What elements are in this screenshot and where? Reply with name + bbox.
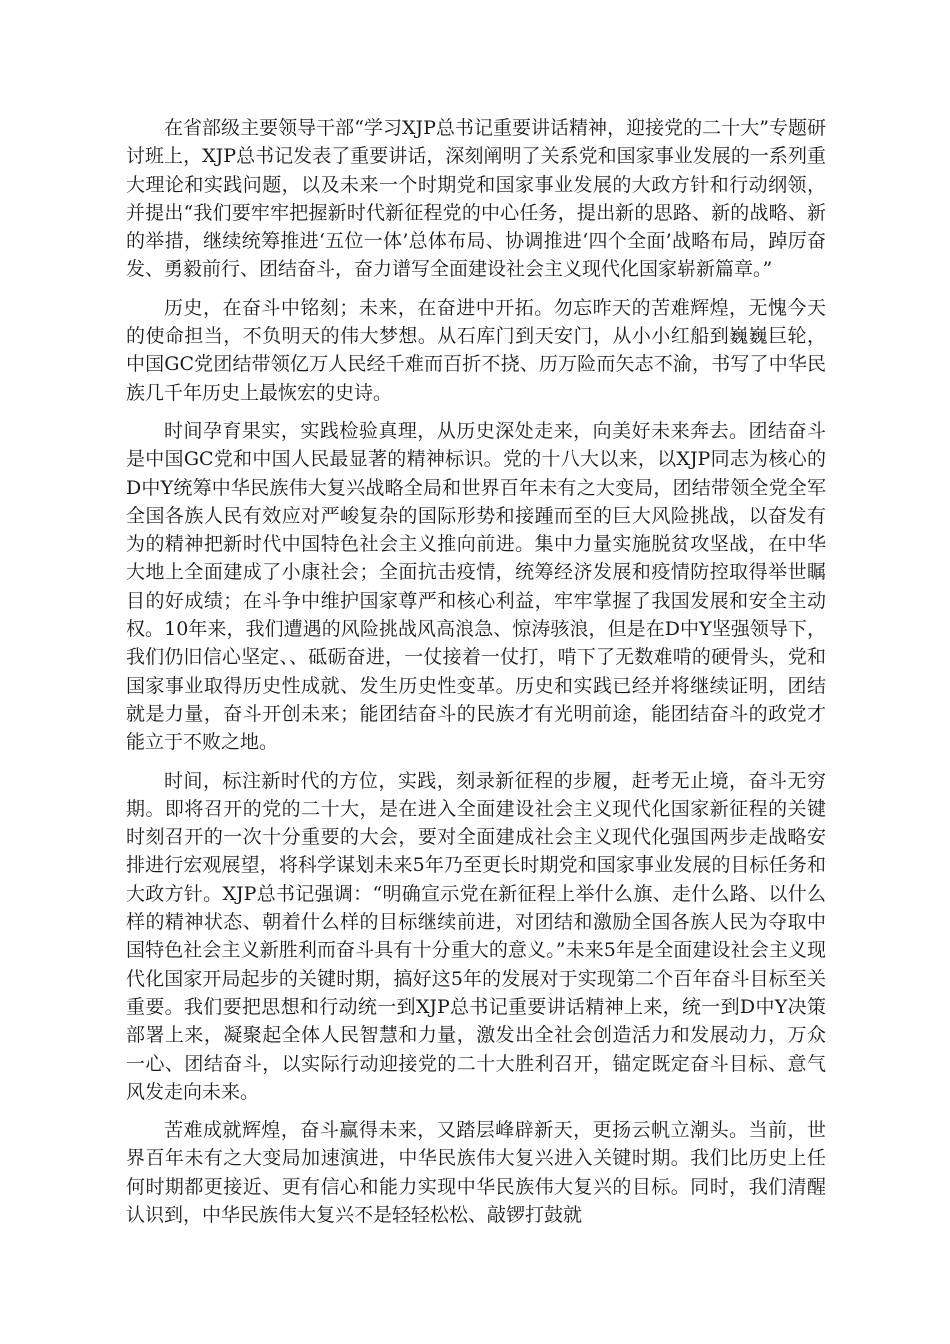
paragraph-3: 时间孕育果实，实践检验真理，从历史深处走来，向美好未来奔去。团结奋斗是中国GC党和中国人民最显著的精神标识。党的十八大以来，以XJP同志为核心的D中Y统筹中华民族伟大复兴战略全局和世界百年未有之大变局，团结带领全党全军全国各族人民有效应对严峻复杂的国际形势和接踵而至的巨大风险挑战，以奋发有为的精神把新时代中国特色社会主义推向前进。集中力量实施脱贫攻坚战，在中华大地上全面建成了小康社会；全面抗击疫情，统筹经济发展和疫情防控取得举世瞩目的好成绩；在斗争中维护国家尊严和核心利益，牢牢掌握了我国发展和安全主动权。10年来，我们遭遇的风险挑战风高浪急、惊涛骇浪，但是在D中Y坚强领导下，我们仍旧信心坚定、、砥砺奋进，一仗接着一仗打，啃下了无数难啃的硬骨头，党和国家事业取得历史性成就、发生历史性变革。历史和实践已经并将继续证明，团结就是力量，奋斗开创未来；能团结奋斗的民族才有光明前途，能团结奋斗的政党才能立于不败之地。 [126, 419, 826, 754]
paragraph-5: 苦难成就辉煌，奋斗赢得未来，又踏层峰辟新天，更扬云帆立潮头。当前，世界百年未有之大变局加速演进，中华民族伟大复兴进入关键时期。我们比历史上任何时期都更接近、更有信心和能力实现中华民族伟大复兴的目标。同时，我们清醒认识到，中华民族伟大复兴不是轻轻松松、敲锣打鼓就 [126, 1119, 826, 1226]
paragraph-2: 历史，在奋斗中铭刻；未来，在奋进中开拓。勿忘昨天的苦难辉煌，无愧今天的使命担当，不负明天的伟大梦想。从石库门到天安门，从小小红船到巍巍巨轮，中国GC党团结带领亿万人民经千难而百折不挠、历万险而矢志不渝，书写了中华民族几千年历史上最恢宏的史诗。 [126, 296, 826, 404]
document-body [126, 114, 826, 1239]
paragraph-1: 在省部级主要领导干部“学习XJP总书记重要讲话精神，迎接党的二十大”专题研讨班上，XJP总书记发表了重要讲话，深刻阐明了关系党和国家事业发展的一系列重大理论和实践问题，以及未来一个时期党和国家事业发展的大政方针和行动纲领，并提出“我们要牢牢把握新时代新征程党的中心任务，提出新的思路、新的战略、新的举措，继续统筹推进‘五位一体’总体布局、协调推进‘四个全面’战略布局，踔厉奋发、勇毅前行、团结奋斗，奋力谱写全面建设社会主义现代化国家崭新篇章。” [126, 117, 826, 281]
paragraph-4: 时间，标注新时代的方位，实践，刻录新征程的步履，赶考无止境，奋斗无穷期。即将召开的党的二十大，是在进入全面建设社会主义现代化国家新征程的关键时刻召开的一次十分重要的大会，要对全面建成社会主义现代化强国两步走战略安排进行宏观展望，将科学谋划未来5年乃至更长时期党和国家事业发展的目标任务和大政方针。XJP总书记强调：“明确宣示党在新征程上举什么旗、走什么路、以什么样的精神状态、朝着什么样的目标继续前进，对团结和激励全国各族人民为夺取中国特色社会主义新胜利而奋斗具有十分重大的意义。”未来5年是全面建设社会主义现代化国家开局起步的关键时期，搞好这5年的发展对于实现第二个百年奋斗目标至关重要。我们要把思想和行动统一到XJP总书记重要讲话精神上来，统一到D中Y决策部署上来，凝聚起全体人民智慧和力量，激发出全社会创造活力和发展动力，万众一心、团结奋斗，以实际行动迎接党的二十大胜利召开，锚定既定奋斗目标、意气风发走向未来。 [126, 769, 826, 1103]
